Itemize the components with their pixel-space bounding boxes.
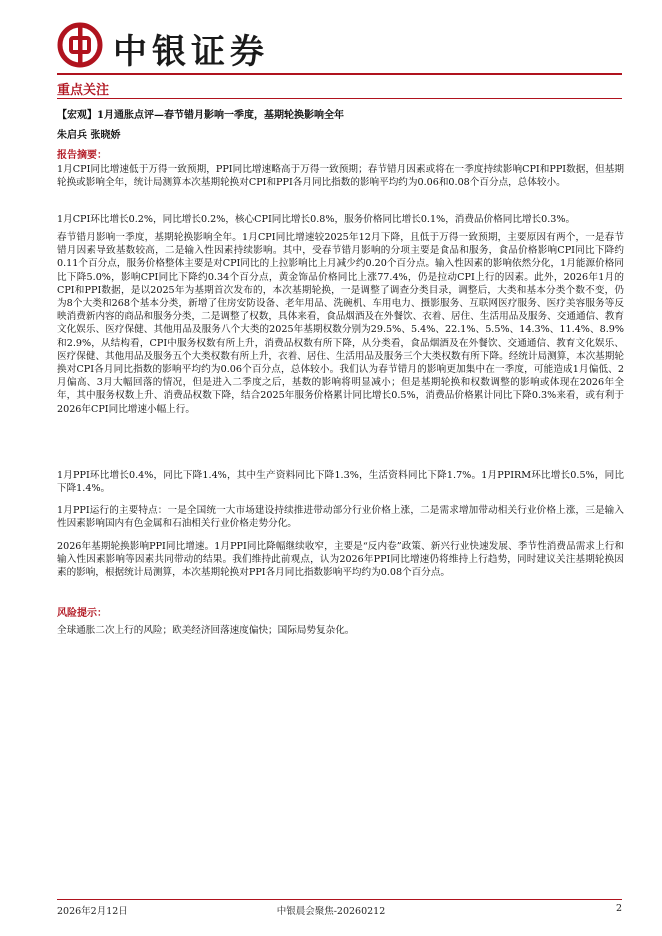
- paragraph-ppi-stats: 1月PPI环比增长0.4%，同比下降1.4%，其中生产资料同比下降1.3%，生活资料同比下降1.7%。1月PPIRM环比增长0.5%，同比下降1.4%。: [57, 470, 624, 495]
- article-title: 【宏观】1月通胀点评—春节错月影响一季度，基期轮换影响全年: [57, 110, 344, 121]
- paragraph-ppi-outlook: 2026年基期轮换影响PPI同比增速。1月PPI同比降幅继续收窄，主要是“反内卷”政策、新兴行业快速发展、季节性消费品需求上行和输入性因素影响等因素共同带动的结果。我们维持此前观点，认为2026年PPI同比增速仍将维持上行趋势，同时建议关注基期轮换因素的影响，根据统计局测算，本次基期轮换对PPI各月同比指数影响平均约为0.08个百分点。: [57, 541, 624, 579]
- summary-label: 报告摘要：: [57, 150, 107, 161]
- bank-of-china-logo: [57, 22, 103, 68]
- section-divider: [57, 98, 622, 99]
- header: [57, 22, 617, 72]
- header-divider: [57, 73, 622, 75]
- footer-divider: [57, 899, 622, 900]
- footer-date: 2026年2月12日: [57, 906, 128, 917]
- brand-name: 中银证券: [113, 32, 269, 72]
- footer-report-name: 中银晨会聚焦-20260212: [276, 906, 386, 917]
- paragraph-intro: 1月CPI同比增速低于万得一致预期，PPI同比增速略高于万得一致预期；春节错月因素或将在一季度持续影响CPI和PPI数据，但基期轮换或影响全年，统计局测算本次基期轮换对CPI和PPI各月同比指数的影响平均约为0.06和0.08个百分点，总体较小。: [57, 164, 624, 189]
- page-number: 2: [615, 903, 622, 914]
- risk-label: 风险提示：: [57, 608, 107, 619]
- section-title: 重点关注: [57, 83, 110, 98]
- paragraph-cpi-stats: 1月CPI环比增长0.2%，同比增长0.2%，核心CPI同比增长0.8%，服务价格同比增长0.1%，消费品价格同比增长0.3%。: [57, 214, 576, 225]
- authors: 朱启兵 张晓娇: [57, 130, 121, 141]
- risk-text: 全球通胀二次上行的风险；欧美经济回落速度偏快；国际局势复杂化。: [57, 625, 355, 636]
- paragraph-ppi-features: 1月PPI运行的主要特点：一是全国统一大市场建设持续推进带动部分行业价格上涨，二是需求增加带动相关行业价格上涨，三是输入性因素影响国内有色金属和石油相关行业价格走势分化。: [57, 505, 624, 530]
- paragraph-cpi-analysis: 春节错月影响一季度，基期轮换影响全年。1月CPI同比增速较2025年12月下降，且低于万得一致预期，主要原因有两个，一是春节错月因素导致基数较高，二是输入性因素持续影响。其中，受春节错月影响的分项主要是食品和服务，食品价格影响CPI同比下降约0.11个百分点，服务价格整体主要是对CPI同比的上拉影响比上月减少约0.20个百分点。输入性因素的影响依然分化，1月能源价格同比下降5.0%，影响CPI同比下降约0.34个百分点，黄金饰品价格同比上涨77.4%，仍是拉动CPI上行的因素。此外，2026年1月的CPI和PPI数据，是以2025年为基期首次发布的，本次基期轮换，一是调整了调查分类目录，调整后，大类和基本分类个数不变，仍为8个大类和268个基本分类，新增了住房安防设备、老年用品、洗碗机、车用电力、摄影服务、互联网医疗服务、医疗美容服务等反映消费新内容的商品和服务分类，二是调整了权数，具体来看，食品烟酒及在外餐饮、衣着、居住、生活用品及服务、交通通信、教育文化娱乐、医疗保健、其他用品及服务八个大类的2025年基期权数分别为29.5%、5.4%、22.1%、5.5%、14.3%、11.4%、8.9%和2.9%，从结构看，CPI中服务权数有所上升，消费品权数有所下降，从分类看，食品烟酒及在外餐饮、交通通信、教育文化娱乐、医疗保健、其他用品及服务五个大类权数有所上升，衣着、居住、生活用品及服务三个大类权数有所下降。经统计局测算，本次基期轮换对CPI各月同比指数的影响平均约为0.06个百分点，总体较小。我们认为春节错月的影响更加集中在一季度，可能造成1月偏低、2月偏高、3月大幅回落的情况，但是进入二季度之后，基数的影响将明显减小；但是基期轮换和权数调整的影响或体现在2026年全年，其中服务权数上升、消费品权数下降，结合2025年服务价格累计同比增长0.5%，消费品价格累计同比下降0.3%来看，或有利于2026年CPI同比增速小幅上行。: [57, 232, 624, 415]
